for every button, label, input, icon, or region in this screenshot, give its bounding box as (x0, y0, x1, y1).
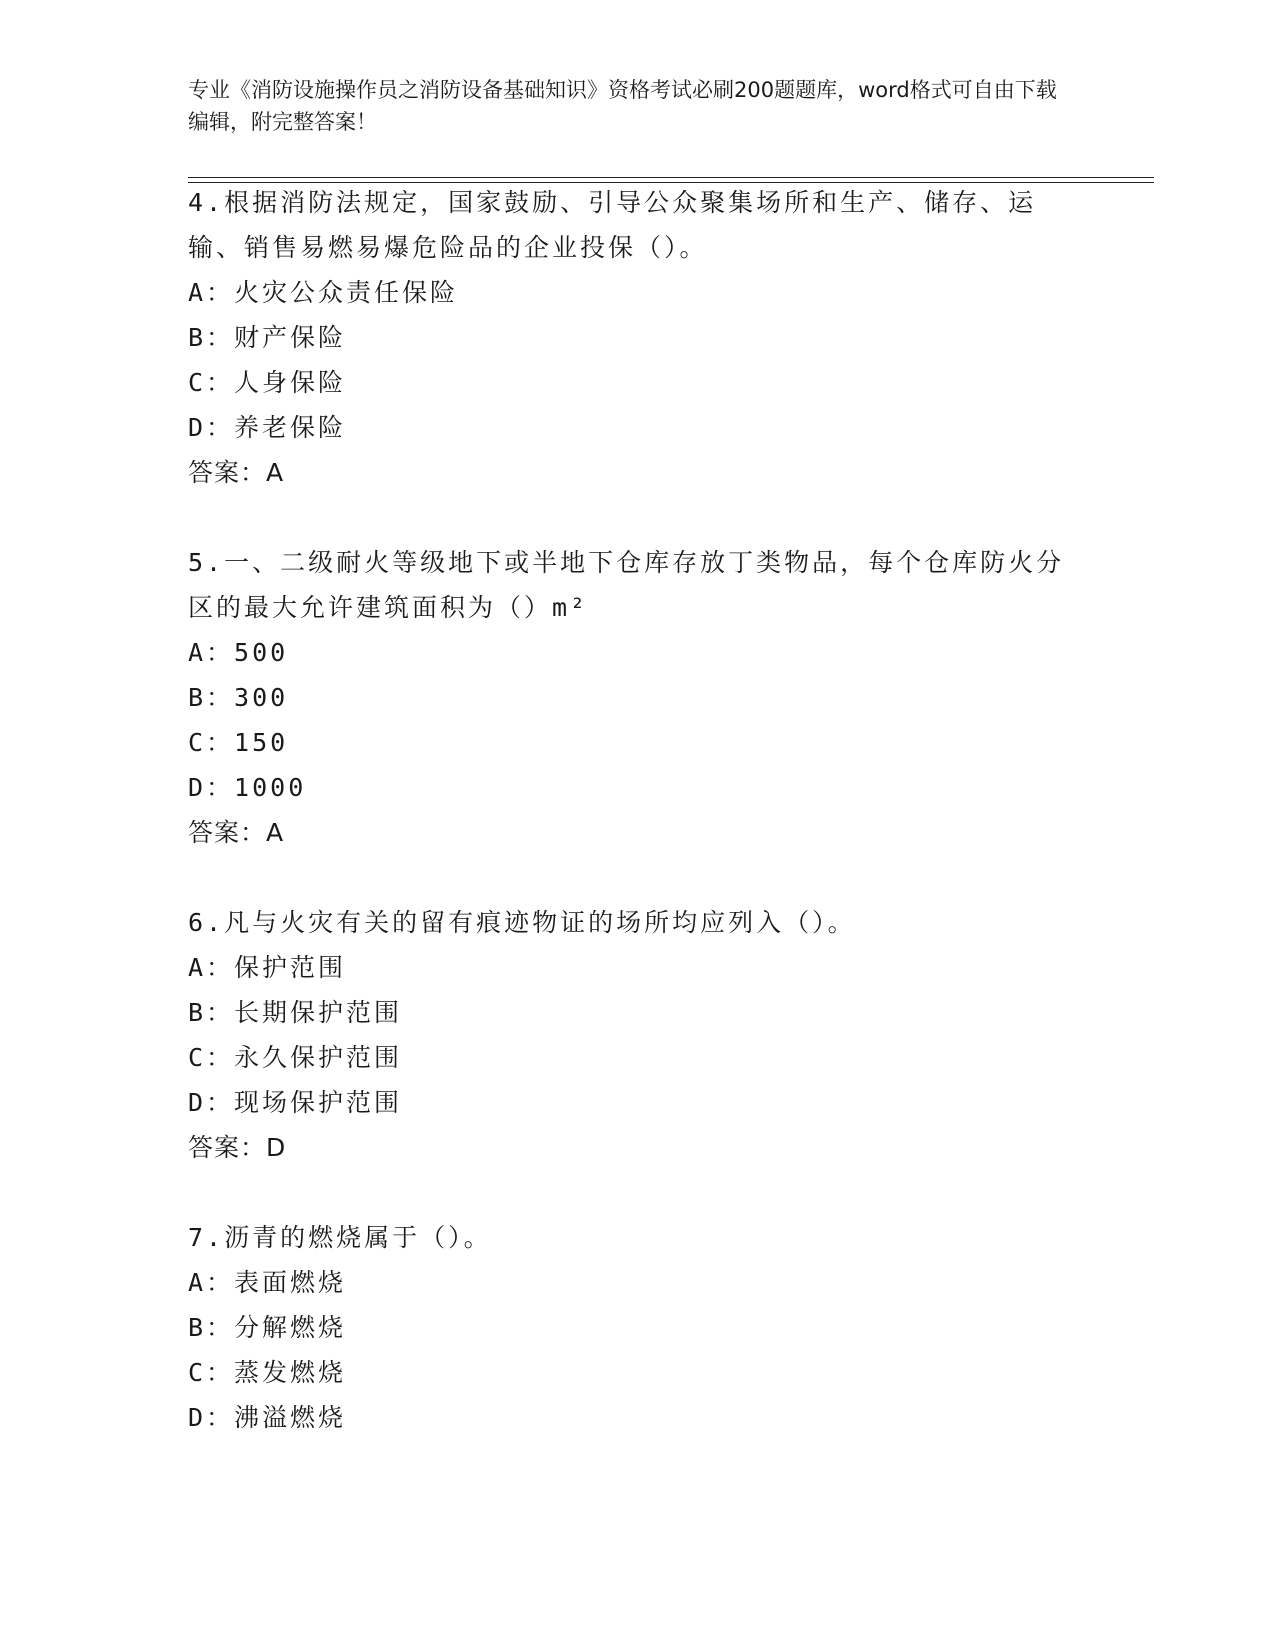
document-header: 专业《消防设施操作员之消防设备基础知识》资格考试必刷200题题库，word格式可自由下载编辑，附完整答案！ (188, 78, 1057, 134)
question-7 (188, 1215, 1068, 1440)
question-stem: 4.根据消防法规定，国家鼓励、引导公众聚集场所和生产、储存、运输、销售易燃易爆危险品的企业投保（）。 (188, 188, 1037, 262)
option-a: A：火灾公众责任保险 (188, 278, 459, 307)
option-c: C：150 (188, 728, 289, 757)
option-d: D：1000 (188, 773, 307, 802)
option-d: D：养老保险 (188, 413, 347, 442)
answer: 答案：A (188, 458, 285, 487)
option-c: C：永久保护范围 (188, 1043, 403, 1072)
question-6 (188, 900, 1068, 1170)
option-b: B：分解燃烧 (188, 1313, 347, 1342)
question-5 (188, 540, 1068, 855)
option-a: A：表面燃烧 (188, 1268, 347, 1297)
option-c: C：蒸发燃烧 (188, 1358, 347, 1387)
option-b: B：长期保护范围 (188, 998, 403, 1027)
option-d: D：沸溢燃烧 (188, 1403, 347, 1432)
question-stem: 7.沥青的燃烧属于（）。 (188, 1223, 492, 1252)
option-a: A：保护范围 (188, 953, 347, 982)
question-stem: 6.凡与火灾有关的留有痕迹物证的场所均应列入（）。 (188, 908, 856, 937)
option-d: D：现场保护范围 (188, 1088, 403, 1117)
question-4 (188, 180, 1068, 495)
answer: 答案：A (188, 818, 285, 847)
option-a: A：500 (188, 638, 289, 667)
option-c: C：人身保险 (188, 368, 347, 397)
question-stem: 5.一、二级耐火等级地下或半地下仓库存放丁类物品，每个仓库防火分区的最大允许建筑面积为（）m² (188, 548, 1065, 622)
answer: 答案：D (188, 1133, 287, 1162)
option-b: B：300 (188, 683, 289, 712)
option-b: B：财产保险 (188, 323, 347, 352)
